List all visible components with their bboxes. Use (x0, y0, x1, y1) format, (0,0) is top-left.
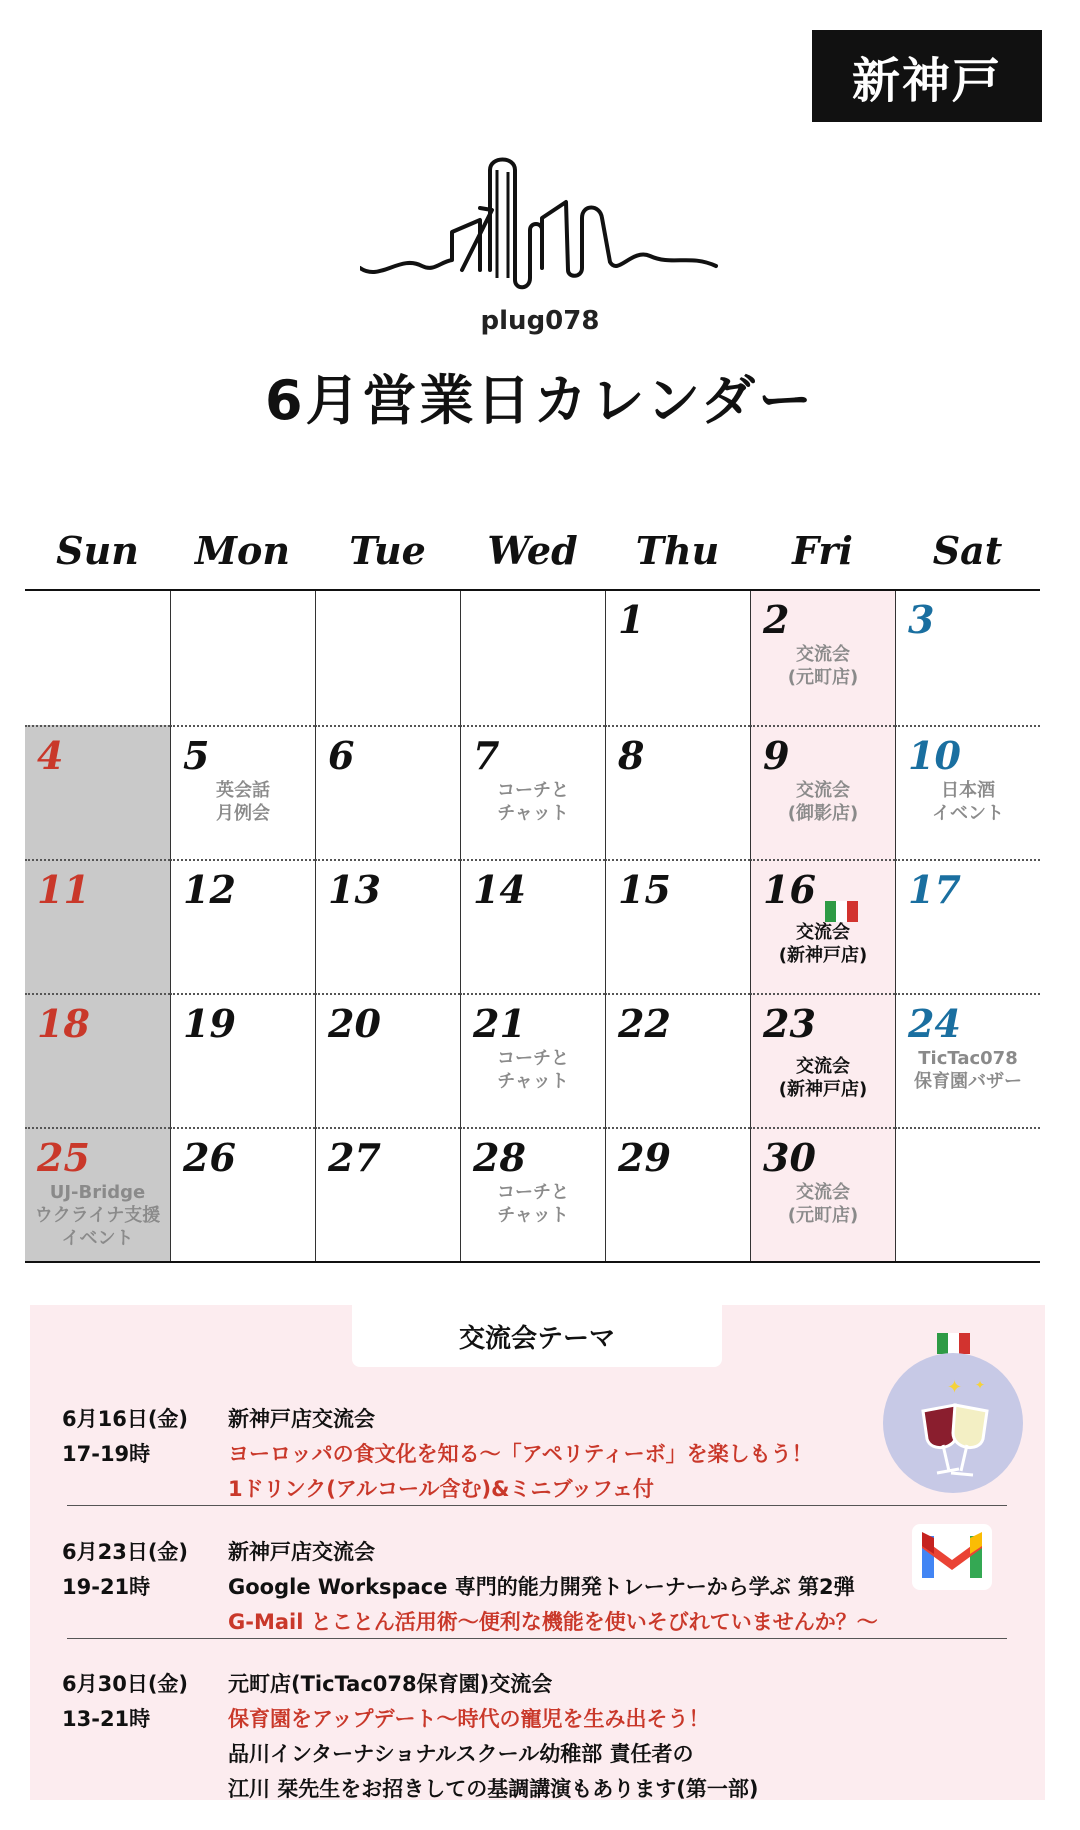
day-event-note: 交流会 (元町店) (787, 644, 859, 688)
calendar-day-cell (895, 591, 1040, 725)
divider (67, 1505, 1007, 1506)
day-number: 25 (37, 1135, 90, 1180)
italy-flag-icon (937, 1333, 970, 1354)
day-number: 2 (763, 597, 790, 642)
day-number: 5 (183, 733, 210, 778)
calendar-day-cell (460, 1127, 605, 1261)
weekday-tue: Tue (349, 528, 426, 573)
day-event-note: TicTac078 保育園バザー (914, 1048, 1022, 1092)
calendar-day-cell (750, 1127, 895, 1261)
day-event-note: コーチと チャット (497, 1182, 569, 1226)
calendar-day-cell (315, 993, 460, 1127)
day-number: 20 (328, 1001, 381, 1046)
calendar-day-cell (460, 591, 605, 725)
weekday-thu: Thu (635, 528, 720, 573)
wine-toast-icon (883, 1353, 1023, 1493)
calendar-day-cell (315, 1127, 460, 1261)
calendar-day-cell (895, 859, 1040, 993)
day-number: 7 (473, 733, 500, 778)
divider (67, 1638, 1007, 1639)
day-number: 3 (908, 597, 935, 642)
day-number: 13 (328, 867, 381, 912)
day-event-note: コーチと チャット (497, 780, 569, 824)
day-number: 23 (763, 1001, 816, 1046)
weekday-sun: Sun (56, 528, 139, 573)
page-title: 6月営業日カレンダー (264, 369, 816, 432)
calendar-day-cell (460, 859, 605, 993)
event-line: ヨーロッパの食文化を知る〜「アペリティーボ」を楽しもう！ (228, 1442, 813, 1466)
event-line: 新神戸店交流会 (228, 1540, 375, 1564)
theme-panel (30, 1305, 1045, 1800)
day-number: 17 (908, 867, 961, 912)
weekday-header (25, 528, 1040, 584)
event-body (228, 1402, 813, 1507)
event-line: G-Mail とことん活用術〜便利な機能を使いそびれていませんか？〜 (228, 1610, 878, 1634)
calendar-day-cell (25, 591, 170, 725)
calendar-day-cell (605, 725, 750, 859)
calendar-day-cell (605, 1127, 750, 1261)
calendar-day-cell (750, 993, 895, 1127)
day-number: 28 (473, 1135, 526, 1180)
event-body (228, 1535, 878, 1640)
day-number: 18 (37, 1001, 90, 1046)
event-body (228, 1667, 759, 1807)
day-number: 21 (473, 1001, 526, 1046)
day-number: 14 (473, 867, 526, 912)
city-skyline-logo (360, 150, 720, 300)
calendar-day-cell (750, 725, 895, 859)
calendar-day-cell (315, 859, 460, 993)
event-line: Google Workspace 専門的能力開発トレーナーから学ぶ 第2弾 (228, 1575, 855, 1599)
event-line: 1ドリンク(アルコール含む)&ミニブッフェ付 (228, 1477, 654, 1501)
day-event-note: UJ-Bridge ウクライナ支援 イベント (34, 1182, 161, 1249)
event-line: 新神戸店交流会 (228, 1407, 375, 1431)
svg-text:✦: ✦ (947, 1377, 963, 1398)
calendar-day-cell (25, 725, 170, 859)
calendar-day-cell (750, 591, 895, 725)
weekday-mon: Mon (194, 528, 291, 573)
weekday-wed: Wed (487, 528, 578, 573)
calendar-day-cell (460, 725, 605, 859)
calendar-day-cell (605, 859, 750, 993)
calendar-day-cell (170, 591, 315, 725)
day-event-note: 日本酒 イベント (932, 780, 1004, 824)
calendar-day-cell (460, 993, 605, 1127)
weekday-sat: Sat (932, 528, 1003, 573)
day-event-note: コーチと チャット (497, 1048, 569, 1092)
day-number: 11 (37, 867, 90, 912)
day-number: 22 (618, 1001, 671, 1046)
event-line: 品川インターナショナルスクール幼稚部 責任者の (228, 1742, 694, 1766)
day-event-note: 英会話 月例会 (216, 780, 270, 824)
calendar-day-cell (170, 859, 315, 993)
brand-name: plug078 (480, 306, 600, 336)
calendar-day-cell (170, 1127, 315, 1261)
calendar-day-cell (895, 725, 1040, 859)
calendar-day-cell (315, 725, 460, 859)
calendar-day-cell (170, 993, 315, 1127)
day-number: 19 (183, 1001, 236, 1046)
day-number: 6 (328, 733, 355, 778)
calendar-day-cell (750, 859, 895, 993)
day-number: 10 (908, 733, 961, 778)
day-number: 16 (763, 867, 816, 912)
day-number: 24 (908, 1001, 961, 1046)
weekday-fri: Fri (792, 528, 853, 573)
day-number: 26 (183, 1135, 236, 1180)
italy-flag-icon (825, 901, 858, 922)
day-event-note: 交流会 (元町店) (787, 1182, 859, 1226)
svg-text:✦: ✦ (975, 1378, 986, 1392)
event-line: 保育園をアップデート〜時代の寵児を生み出そう！ (228, 1707, 710, 1731)
day-number: 30 (763, 1135, 816, 1180)
event-line: 元町店(TicTac078保育園)交流会 (228, 1672, 553, 1696)
calendar-day-cell (605, 591, 750, 725)
day-event-note: 交流会 (新神戸店) (778, 1056, 868, 1100)
calendar-day-cell (605, 993, 750, 1127)
calendar-day-cell (170, 725, 315, 859)
day-event-note: 交流会 (御影店) (787, 780, 859, 824)
calendar-day-cell (895, 993, 1040, 1127)
calendar-grid (25, 589, 1040, 1263)
gmail-icon (912, 1524, 992, 1590)
theme-heading: 交流会テーマ (352, 1305, 722, 1367)
event-date: 6月16日(金) 17-19時 (62, 1407, 189, 1466)
calendar-day-cell (25, 993, 170, 1127)
day-number: 12 (183, 867, 236, 912)
day-number: 29 (618, 1135, 671, 1180)
day-number: 1 (618, 597, 645, 642)
day-number: 4 (37, 733, 64, 778)
day-number: 9 (763, 733, 790, 778)
event-date: 6月30日(金) 13-21時 (62, 1672, 189, 1731)
day-number: 15 (618, 867, 671, 912)
day-number: 27 (328, 1135, 381, 1180)
day-number: 8 (618, 733, 645, 778)
calendar-day-cell (895, 1127, 1040, 1261)
calendar-day-cell (25, 859, 170, 993)
event-date: 6月23日(金) 19-21時 (62, 1540, 189, 1599)
day-event-note: 交流会 (新神戸店) (778, 922, 868, 966)
calendar-day-cell (315, 591, 460, 725)
event-line: 江川 栞先生をお招きしての基調講演もあります(第一部) (228, 1777, 759, 1801)
location-badge: 新神戸 (812, 30, 1042, 122)
calendar-day-cell (25, 1127, 170, 1261)
